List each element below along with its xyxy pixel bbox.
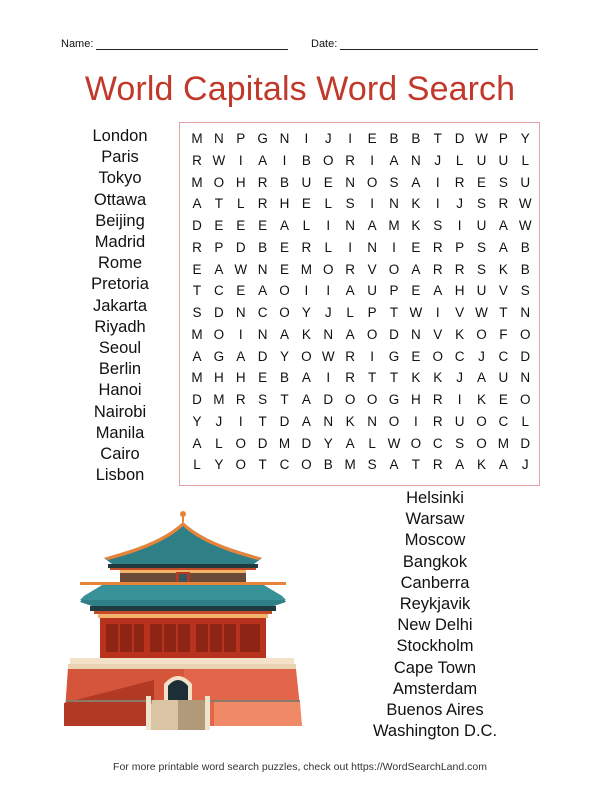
grid-cell[interactable]: Y bbox=[520, 131, 530, 146]
grid-cell[interactable]: P bbox=[455, 239, 465, 255]
grid-cell[interactable]: W bbox=[475, 131, 488, 146]
grid-cell[interactable]: K bbox=[411, 196, 421, 212]
grid-cell[interactable]: O bbox=[366, 174, 378, 190]
grid-cell[interactable]: O bbox=[476, 435, 487, 451]
grid-cell[interactable]: A bbox=[345, 283, 355, 299]
grid-cell[interactable]: W bbox=[409, 305, 423, 320]
grid-cell[interactable]: M bbox=[191, 326, 203, 342]
grid-cell[interactable]: H bbox=[235, 370, 246, 386]
word-item: Ottawa bbox=[93, 190, 147, 209]
grid-cell[interactable]: R bbox=[432, 261, 443, 277]
grid-cell[interactable]: O bbox=[279, 283, 290, 299]
grid-cell[interactable]: C bbox=[257, 305, 268, 320]
grid-cell[interactable]: V bbox=[433, 326, 443, 342]
word-list-right bbox=[370, 488, 500, 742]
grid-cell[interactable]: O bbox=[235, 457, 246, 473]
grid-cell[interactable]: R bbox=[345, 370, 356, 386]
grid-cell[interactable]: K bbox=[477, 457, 487, 473]
grid-cell[interactable]: C bbox=[498, 348, 509, 364]
grid-cell[interactable]: D bbox=[520, 348, 531, 364]
grid-cell[interactable]: S bbox=[477, 261, 487, 277]
grid-cell[interactable]: A bbox=[389, 152, 399, 168]
grid-cell[interactable]: I bbox=[435, 196, 440, 212]
grid-cell[interactable]: I bbox=[238, 326, 243, 342]
grid-cell[interactable]: E bbox=[323, 174, 333, 190]
grid-cell[interactable]: N bbox=[213, 131, 224, 146]
grid-cell[interactable]: O bbox=[520, 392, 531, 407]
grid-cell[interactable]: L bbox=[521, 152, 530, 168]
word-item: Reykjavik bbox=[399, 595, 471, 614]
grid-cell[interactable]: T bbox=[192, 283, 202, 299]
grid-cell[interactable]: T bbox=[258, 413, 267, 429]
grid-cell[interactable]: O bbox=[366, 326, 378, 342]
grid-cell[interactable]: I bbox=[457, 392, 462, 407]
grid-cell[interactable]: N bbox=[323, 413, 334, 429]
grid-cell[interactable]: D bbox=[301, 435, 312, 451]
grid-cell[interactable]: M bbox=[497, 435, 510, 451]
grid-cell[interactable]: B bbox=[280, 370, 290, 386]
grid-cell[interactable]: A bbox=[411, 174, 421, 190]
grid-cell[interactable]: N bbox=[367, 239, 377, 255]
grid-cell[interactable]: P bbox=[389, 283, 399, 299]
grid-cell[interactable]: I bbox=[348, 239, 353, 255]
name-field[interactable] bbox=[61, 38, 288, 50]
word-item: Rome bbox=[97, 254, 142, 273]
word-item: Nairobi bbox=[93, 402, 147, 421]
date-line[interactable] bbox=[340, 38, 538, 50]
grid-cell[interactable]: U bbox=[476, 283, 487, 299]
grid-cell[interactable]: A bbox=[280, 326, 290, 342]
grid-cell[interactable]: L bbox=[346, 305, 354, 320]
grid-cell[interactable]: L bbox=[368, 435, 376, 451]
grid-cell[interactable]: O bbox=[432, 348, 443, 364]
grid-cell[interactable]: M bbox=[191, 131, 203, 146]
grid-cell[interactable]: R bbox=[345, 348, 356, 364]
grid-cell[interactable]: E bbox=[411, 239, 421, 255]
grid-cell[interactable]: D bbox=[192, 218, 202, 233]
grid-cell[interactable]: M bbox=[388, 218, 400, 233]
grid-cell[interactable]: R bbox=[192, 152, 202, 168]
grid-cell[interactable]: S bbox=[192, 305, 202, 320]
grid-cell[interactable]: I bbox=[435, 305, 440, 320]
word-item: Tokyo bbox=[98, 169, 142, 188]
word-item: Buenos Aires bbox=[386, 701, 484, 720]
word-item: Moscow bbox=[404, 531, 466, 550]
word-item: Washington D.C. bbox=[372, 722, 498, 741]
grid-cell[interactable]: E bbox=[411, 348, 421, 364]
grid-cell[interactable]: I bbox=[326, 218, 331, 233]
grid-cell[interactable]: I bbox=[282, 152, 287, 168]
grid-cell[interactable]: M bbox=[344, 457, 356, 473]
grid-cell[interactable]: A bbox=[192, 348, 202, 364]
grid-cell[interactable]: N bbox=[345, 174, 356, 190]
grid-cell[interactable]: E bbox=[258, 218, 268, 233]
grid-cell[interactable]: P bbox=[367, 305, 377, 320]
grid-cell[interactable]: R bbox=[498, 196, 509, 212]
grid-cell[interactable]: E bbox=[367, 131, 377, 146]
grid-cell[interactable]: N bbox=[410, 152, 421, 168]
grid-cell[interactable]: U bbox=[476, 218, 487, 233]
grid-cell[interactable]: C bbox=[279, 457, 290, 473]
grid-cell[interactable]: F bbox=[499, 326, 508, 342]
grid-cell[interactable]: D bbox=[279, 413, 290, 429]
grid-cell[interactable]: I bbox=[370, 196, 374, 212]
word-item: Cairo bbox=[100, 445, 140, 464]
word-item: Riyadh bbox=[94, 317, 146, 336]
name-line[interactable] bbox=[96, 38, 288, 50]
grid-cell[interactable]: I bbox=[238, 413, 243, 429]
grid-cell[interactable]: U bbox=[367, 283, 377, 299]
grid-cell[interactable]: A bbox=[389, 457, 399, 473]
grid-cell[interactable]: I bbox=[370, 152, 374, 168]
grid-cell[interactable]: S bbox=[389, 174, 399, 190]
grid-cell[interactable]: E bbox=[280, 239, 290, 255]
grid-cell[interactable]: N bbox=[410, 326, 421, 342]
grid-cell[interactable]: O bbox=[279, 305, 290, 320]
grid-cell[interactable]: H bbox=[235, 174, 246, 190]
grid-cell[interactable]: E bbox=[301, 196, 311, 212]
grid-cell[interactable]: K bbox=[455, 326, 465, 342]
grid-cell[interactable]: L bbox=[193, 457, 201, 473]
word-item: Amsterdam bbox=[392, 679, 478, 698]
grid-cell[interactable]: S bbox=[477, 196, 487, 212]
grid-cell[interactable]: S bbox=[345, 196, 355, 212]
grid-cell[interactable]: T bbox=[258, 457, 267, 473]
word-item: Helsinki bbox=[406, 489, 464, 507]
grid-cell[interactable]: K bbox=[301, 326, 311, 342]
grid-cell[interactable]: J bbox=[456, 370, 463, 386]
grid-cell[interactable]: L bbox=[215, 435, 223, 451]
grid-cell[interactable]: O bbox=[301, 457, 312, 473]
grid-cell[interactable]: R bbox=[345, 261, 356, 277]
grid-cell[interactable]: R bbox=[192, 239, 202, 255]
grid-cell[interactable]: G bbox=[388, 392, 400, 407]
word-item: Jakarta bbox=[92, 296, 148, 315]
word-item: Cape Town bbox=[393, 658, 477, 677]
word-item: Madrid bbox=[94, 233, 146, 252]
grid-cell[interactable]: L bbox=[324, 196, 333, 212]
word-item: New Delhi bbox=[397, 616, 473, 635]
grid-cell[interactable]: C bbox=[454, 348, 465, 364]
grid-cell[interactable]: U bbox=[454, 413, 465, 429]
grid-cell[interactable]: R bbox=[345, 152, 356, 168]
grid-cell[interactable]: U bbox=[301, 174, 312, 190]
grid-cell[interactable]: J bbox=[521, 457, 529, 473]
grid-cell[interactable]: I bbox=[326, 370, 331, 386]
grid-cell[interactable]: I bbox=[238, 152, 243, 168]
grid-cell[interactable]: A bbox=[301, 413, 311, 429]
date-field[interactable] bbox=[311, 38, 538, 50]
grid-cell[interactable]: W bbox=[518, 196, 532, 212]
grid-cell[interactable]: M bbox=[278, 435, 291, 451]
grid-cell[interactable]: S bbox=[455, 435, 465, 451]
grid-cell[interactable]: T bbox=[389, 305, 399, 320]
grid-cell[interactable]: N bbox=[235, 305, 246, 320]
grid-cell[interactable]: A bbox=[214, 261, 224, 277]
word-item: Berlin bbox=[98, 360, 142, 379]
grid-cell[interactable]: M bbox=[300, 261, 313, 277]
grid-cell[interactable]: K bbox=[345, 413, 355, 429]
grid-cell[interactable]: I bbox=[435, 174, 440, 190]
grid-cell[interactable]: A bbox=[455, 457, 465, 473]
grid-cell[interactable]: S bbox=[520, 283, 530, 299]
grid-cell[interactable]: O bbox=[323, 152, 334, 168]
grid-cell[interactable]: B bbox=[323, 457, 333, 473]
grid-cell[interactable]: I bbox=[304, 283, 309, 299]
grid-cell[interactable]: E bbox=[192, 261, 202, 277]
grid-cell[interactable]: O bbox=[213, 174, 225, 190]
grid-cell[interactable]: B bbox=[389, 131, 399, 146]
grid-cell[interactable]: S bbox=[433, 218, 443, 233]
grid-cell[interactable]: A bbox=[498, 457, 508, 473]
word-item: Lisbon bbox=[95, 466, 145, 485]
grid-cell[interactable]: Y bbox=[214, 457, 224, 473]
grid-cell[interactable]: I bbox=[348, 131, 353, 146]
grid-cell[interactable]: S bbox=[477, 239, 487, 255]
grid-cell[interactable]: R bbox=[432, 413, 443, 429]
page-title: World Capitals Word Search bbox=[84, 70, 516, 108]
grid-cell[interactable]: O bbox=[366, 392, 378, 407]
grid-cell[interactable]: A bbox=[258, 283, 268, 299]
word-item: Manila bbox=[95, 423, 145, 442]
word-item: Stockholm bbox=[396, 637, 474, 656]
grid-cell[interactable]: A bbox=[301, 370, 311, 386]
grid-cell[interactable]: B bbox=[411, 131, 421, 146]
word-list-left bbox=[80, 126, 160, 486]
grid-cell[interactable]: O bbox=[344, 392, 356, 407]
word-item: Bangkok bbox=[402, 552, 468, 571]
grid-cell[interactable]: S bbox=[258, 392, 268, 407]
grid-cell[interactable]: J bbox=[215, 413, 223, 429]
grid-cell[interactable]: Y bbox=[280, 348, 290, 364]
name-label: Name: bbox=[61, 38, 94, 50]
word-item: London bbox=[92, 127, 148, 145]
grid-cell[interactable]: I bbox=[326, 283, 331, 299]
grid-cell[interactable]: I bbox=[370, 348, 374, 364]
grid-cell[interactable]: R bbox=[257, 196, 268, 212]
grid-cell[interactable]: P bbox=[498, 131, 508, 146]
grid-cell[interactable]: H bbox=[454, 283, 465, 299]
grid-cell[interactable]: D bbox=[520, 435, 531, 451]
grid-cell[interactable]: G bbox=[213, 348, 225, 364]
grid-cell[interactable]: Y bbox=[323, 435, 333, 451]
grid-cell[interactable]: A bbox=[236, 348, 246, 364]
grid-cell[interactable]: V bbox=[455, 305, 465, 320]
grid-cell[interactable]: L bbox=[455, 152, 464, 168]
grid-cell[interactable]: N bbox=[389, 196, 399, 212]
grid-cell[interactable]: M bbox=[213, 392, 225, 407]
grid-cell[interactable]: O bbox=[388, 261, 400, 277]
grid-cell[interactable]: H bbox=[410, 392, 421, 407]
grid-cell[interactable]: D bbox=[213, 305, 224, 320]
grid-cell[interactable]: N bbox=[520, 370, 531, 386]
grid-cell[interactable]: T bbox=[433, 131, 442, 146]
word-item: Paris bbox=[101, 148, 139, 167]
grid-cell[interactable]: O bbox=[476, 413, 487, 429]
grid-cell[interactable]: T bbox=[389, 370, 399, 386]
grid-cell[interactable]: N bbox=[520, 305, 531, 320]
grid-cell[interactable]: R bbox=[235, 392, 246, 407]
word-item: Pretoria bbox=[91, 275, 149, 294]
grid-cell[interactable]: B bbox=[258, 239, 268, 255]
grid-cell[interactable]: W bbox=[212, 152, 226, 168]
grid-cell[interactable]: D bbox=[454, 131, 465, 146]
grid-cell[interactable]: A bbox=[192, 435, 202, 451]
grid-cell[interactable]: W bbox=[518, 218, 532, 233]
grid-cell[interactable]: T bbox=[214, 196, 223, 212]
grid-cell[interactable]: O bbox=[301, 348, 312, 364]
word-item: Canberra bbox=[400, 573, 470, 592]
grid-cell[interactable]: C bbox=[498, 413, 509, 429]
grid-cell[interactable]: R bbox=[301, 239, 312, 255]
grid-cell[interactable]: A bbox=[433, 283, 443, 299]
grid-cell[interactable]: T bbox=[499, 305, 508, 320]
grid-cell[interactable]: O bbox=[323, 261, 334, 277]
grid-cell[interactable]: C bbox=[432, 435, 443, 451]
grid-cell[interactable]: G bbox=[257, 131, 268, 146]
grid-cell[interactable]: N bbox=[257, 261, 268, 277]
grid-cell[interactable]: W bbox=[475, 305, 488, 320]
grid-cell[interactable]: L bbox=[521, 413, 530, 429]
grid-cell[interactable]: E bbox=[498, 392, 508, 407]
grid-cell[interactable]: O bbox=[476, 326, 487, 342]
grid-cell[interactable]: A bbox=[411, 261, 421, 277]
grid-cell[interactable]: U bbox=[520, 174, 531, 190]
grid-cell[interactable]: E bbox=[236, 283, 246, 299]
grid-cell[interactable]: E bbox=[280, 261, 290, 277]
grid-cell[interactable]: R bbox=[454, 174, 465, 190]
grid-cell[interactable]: D bbox=[257, 348, 268, 364]
grid-cell[interactable]: I bbox=[392, 239, 396, 255]
grid-cell[interactable]: T bbox=[411, 457, 420, 473]
grid-cell[interactable]: A bbox=[345, 435, 355, 451]
grid-cell[interactable]: J bbox=[456, 196, 463, 212]
grid-cell[interactable]: N bbox=[367, 413, 377, 429]
grid-cell[interactable]: O bbox=[410, 435, 422, 451]
grid-cell[interactable]: E bbox=[477, 174, 487, 190]
word-item: Seoul bbox=[98, 339, 142, 358]
word-search-grid bbox=[179, 122, 540, 486]
word-item: Hanoi bbox=[98, 381, 142, 400]
grid-cell[interactable]: K bbox=[433, 370, 443, 386]
grid-cell[interactable]: T bbox=[280, 392, 289, 407]
grid-cell[interactable]: B bbox=[301, 152, 311, 168]
grid-cell[interactable]: K bbox=[477, 392, 487, 407]
grid-cell[interactable]: M bbox=[191, 174, 203, 190]
grid-cell[interactable]: D bbox=[323, 392, 334, 407]
grid-cell[interactable]: E bbox=[411, 283, 421, 299]
grid-cell[interactable]: A bbox=[477, 370, 487, 386]
grid-cell[interactable]: A bbox=[498, 239, 508, 255]
grid-cell[interactable]: D bbox=[389, 326, 399, 342]
grid-cell[interactable]: J bbox=[434, 152, 442, 168]
grid-cells bbox=[186, 128, 536, 476]
grid-cell[interactable]: R bbox=[257, 174, 268, 190]
grid-cell[interactable]: C bbox=[213, 283, 224, 299]
grid-cell[interactable]: A bbox=[192, 196, 202, 212]
grid-cell[interactable]: U bbox=[498, 152, 509, 168]
grid-cell[interactable]: I bbox=[304, 131, 309, 146]
grid-cell[interactable]: R bbox=[432, 392, 443, 407]
grid-cell[interactable]: N bbox=[279, 131, 290, 146]
grid-cell[interactable]: T bbox=[367, 370, 377, 386]
grid-cell[interactable]: B bbox=[520, 261, 530, 277]
grid-cell[interactable]: L bbox=[324, 239, 333, 255]
grid-cell[interactable]: Y bbox=[301, 305, 311, 320]
grid-cell[interactable]: B bbox=[520, 239, 530, 255]
grid-cell[interactable]: A bbox=[345, 326, 355, 342]
grid-cell[interactable]: O bbox=[520, 326, 531, 342]
grid-cell[interactable]: W bbox=[234, 261, 248, 277]
grid-cell[interactable]: L bbox=[302, 218, 311, 233]
grid-cell[interactable]: N bbox=[257, 326, 268, 342]
grid-cell[interactable]: D bbox=[192, 392, 202, 407]
grid-cell[interactable]: H bbox=[213, 370, 224, 386]
grid-cell[interactable]: M bbox=[191, 370, 203, 386]
grid-cell[interactable]: K bbox=[411, 218, 421, 233]
grid-cell[interactable]: D bbox=[235, 239, 246, 255]
grid-cell[interactable]: W bbox=[321, 348, 335, 364]
grid-cell[interactable]: O bbox=[235, 435, 246, 451]
grid-cell[interactable]: R bbox=[432, 239, 443, 255]
grid-cell[interactable]: A bbox=[280, 218, 290, 233]
grid-cell[interactable]: J bbox=[478, 348, 485, 364]
grid-cell[interactable]: E bbox=[236, 218, 246, 233]
grid-cell[interactable]: Y bbox=[192, 413, 202, 429]
grid-cell[interactable]: K bbox=[498, 261, 508, 277]
grid-cell[interactable]: R bbox=[454, 261, 465, 277]
grid-cell[interactable]: W bbox=[387, 435, 401, 451]
grid-cell[interactable]: A bbox=[367, 218, 377, 233]
grid-cell[interactable]: J bbox=[324, 131, 332, 146]
grid-cell[interactable]: K bbox=[411, 370, 421, 386]
grid-cell[interactable]: U bbox=[476, 152, 487, 168]
grid-cell[interactable]: A bbox=[258, 152, 268, 168]
footer-text: For more printable word search puzzles, check out https://WordSearchLand.com bbox=[113, 761, 487, 773]
grid-cell[interactable]: S bbox=[367, 457, 377, 473]
grid-cell[interactable]: E bbox=[214, 218, 224, 233]
grid-cell[interactable]: P bbox=[214, 239, 224, 255]
grid-cell[interactable]: V bbox=[498, 283, 508, 299]
grid-cell[interactable]: V bbox=[367, 261, 377, 277]
grid-cell[interactable]: A bbox=[498, 218, 508, 233]
grid-cell[interactable]: S bbox=[498, 174, 508, 190]
grid-cell[interactable]: D bbox=[257, 435, 268, 451]
grid-cell[interactable]: R bbox=[432, 457, 443, 473]
grid-cell[interactable]: I bbox=[457, 218, 462, 233]
grid-cell[interactable]: G bbox=[388, 348, 400, 364]
grid-cell[interactable]: E bbox=[258, 370, 268, 386]
grid-cell[interactable]: J bbox=[324, 305, 332, 320]
word-item: Warsaw bbox=[405, 510, 465, 529]
grid-cell[interactable]: O bbox=[388, 413, 400, 429]
grid-cell[interactable]: B bbox=[280, 174, 290, 190]
grid-cell[interactable]: P bbox=[236, 131, 246, 146]
grid-cell[interactable]: L bbox=[236, 196, 245, 212]
grid-cell[interactable]: U bbox=[498, 370, 509, 386]
date-label: Date: bbox=[311, 38, 338, 50]
word-item: Beijing bbox=[95, 211, 145, 230]
pagoda-gate-icon bbox=[64, 508, 304, 730]
grid-cell[interactable]: N bbox=[323, 326, 334, 342]
grid-cell[interactable]: A bbox=[301, 392, 311, 407]
grid-cell[interactable]: H bbox=[279, 196, 290, 212]
grid-cell[interactable]: O bbox=[213, 326, 225, 342]
grid-cell[interactable]: N bbox=[345, 218, 356, 233]
grid-cell[interactable]: I bbox=[413, 413, 418, 429]
